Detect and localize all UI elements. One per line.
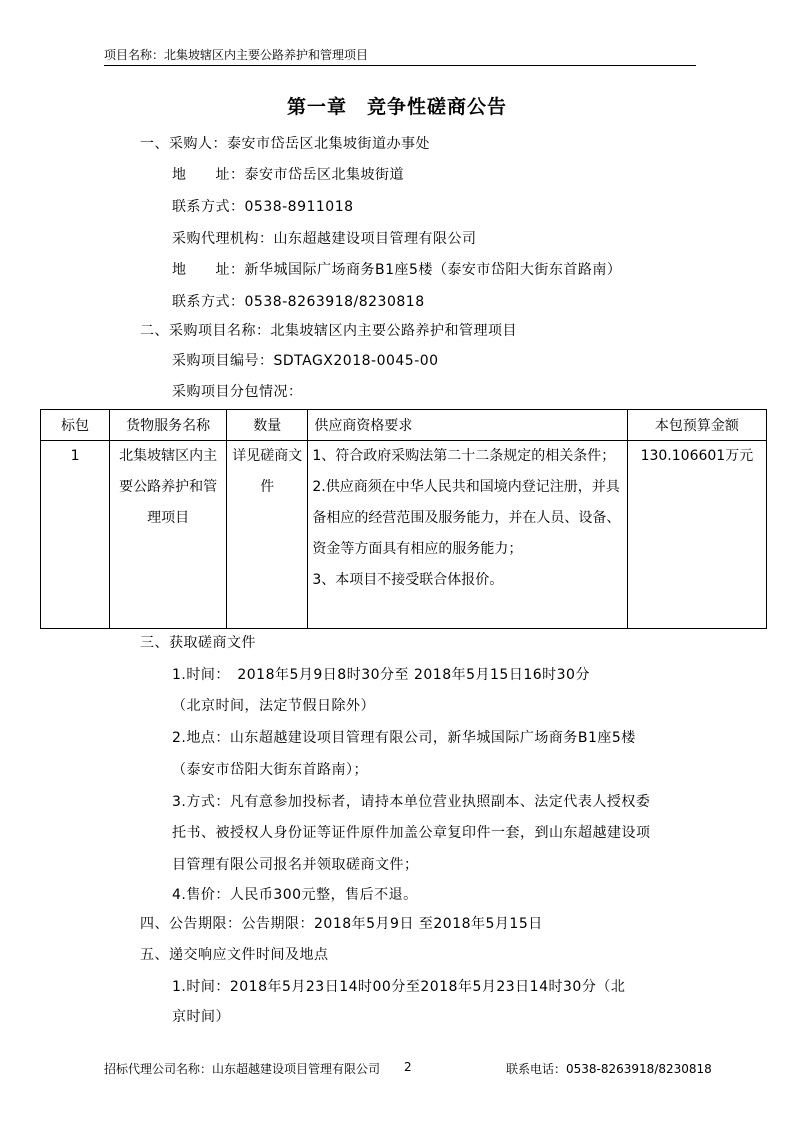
requirement-2: 2.供应商须在中华人民共和国境内登记注册，并具备相应的经营范围及服务能力，并在人员、设备、资金等方面具有相应的服务能力；: [312, 479, 621, 557]
submit-time-line1: 1.时间：2018年5月23日14时00分至2018年5月23日14时30分（北: [172, 979, 626, 995]
obtain-place-line1: 2.地点：山东超越建设项目管理有限公司，新华城国际广场商务B1座5楼: [172, 730, 636, 746]
project-number: 采购项目编号：SDTAGX2018-0045-00: [172, 353, 439, 369]
section2-heading: 二、采购项目名称：北集坡辖区内主要公路养护和管理项目: [140, 323, 517, 339]
section5-heading: 五、递交响应文件时间及地点: [140, 947, 329, 963]
section1-heading: 一、采购人：泰安市岱岳区北集坡街道办事处: [140, 136, 430, 152]
cell-requirements: [308, 441, 627, 629]
table-row: [41, 441, 767, 629]
header-project-name: 项目名称：北集坡辖区内主要公路养护和管理项目: [104, 48, 369, 62]
agency-address: 地 址：新华城国际广场商务B1座5楼（泰安市岱阳大街东首路南）: [172, 262, 622, 278]
requirement-3: 3、本项目不接受联合体报价。: [312, 572, 504, 588]
cell-budget: 130.106601万元: [627, 441, 766, 629]
page-header: [104, 46, 696, 66]
obtain-method-line3: 目管理有限公司报名并领取磋商文件；: [172, 857, 419, 873]
header-quantity: 数量: [227, 410, 308, 441]
header-name: 货物服务名称: [110, 410, 227, 441]
header-package: 标包: [41, 410, 110, 441]
footer-agency: 招标代理公司名称：山东超越建设项目管理有限公司: [104, 1062, 381, 1076]
section3-heading: 三、获取磋商文件: [140, 635, 256, 651]
requirement-1: 1、符合政府采购法第二十二条规定的相关条件；: [312, 448, 616, 464]
header-requirements: 供应商资格要求: [308, 410, 627, 441]
cell-quantity: 详见磋商文件: [227, 441, 308, 629]
purchaser-address: 地 址：泰安市岱岳区北集坡街道: [172, 167, 404, 183]
obtain-time-line2: （北京时间，法定节假日除外）: [172, 698, 375, 714]
document-price: 4.售价：人民币300元整，售后不退。: [172, 887, 418, 903]
obtain-method-line2: 托书、被授权人身份证等证件原件加盖公章复印件一套，到山东超越建设项: [172, 825, 651, 841]
submit-time-line2: 京时间）: [172, 1009, 230, 1025]
table-header-row: [41, 410, 767, 441]
cell-name: 北集坡辖区内主要公路养护和管理项目: [110, 441, 227, 629]
package-intro: 采购项目分包情况：: [172, 384, 303, 400]
obtain-place-line2: （泰安市岱阳大街东首路南）；: [172, 762, 368, 778]
section4-heading: 四、公告期限：公告期限：2018年5月9日 至2018年5月15日: [140, 916, 543, 932]
agency-contact: 联系方式：0538-8263918/8230818: [172, 294, 425, 310]
obtain-method-line1: 3.方式：凡有意参加投标者，请持本单位营业执照副本、法定代表人授权委: [172, 794, 651, 810]
obtain-time-line1: 1.时间： 2018年5月9日8时30分至 2018年5月15日16时30分: [172, 667, 590, 683]
procurement-agency: 采购代理机构：山东超越建设项目管理有限公司: [172, 231, 477, 247]
chapter-title: 第一章 竞争性磋商公告: [286, 96, 507, 118]
purchaser-contact: 联系方式：0538-8911018: [172, 199, 354, 215]
footer-phone: 联系电话：0538-8263918/8230818: [506, 1062, 712, 1076]
footer-page-number: 2: [404, 1060, 412, 1074]
header-budget: 本包预算金额: [627, 410, 766, 441]
cell-package: 1: [41, 441, 110, 629]
package-table: [40, 409, 767, 629]
